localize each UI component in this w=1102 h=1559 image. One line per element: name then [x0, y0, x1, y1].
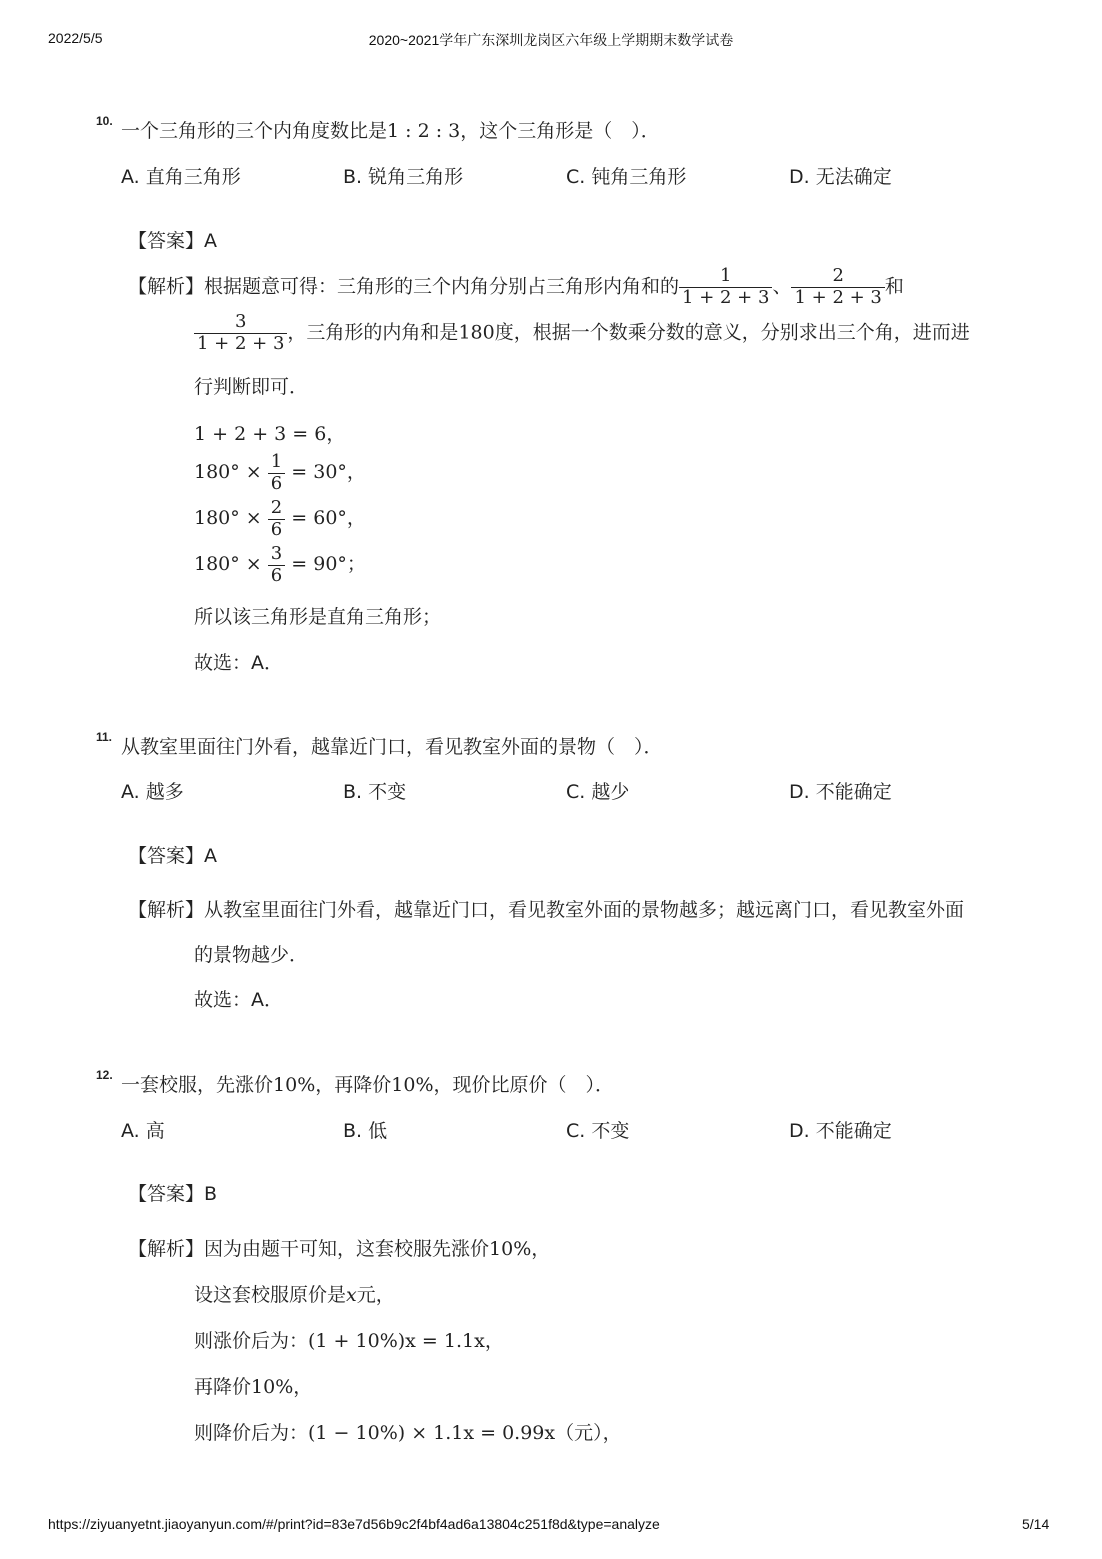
analysis-line-3: 则涨价后为：(1 + 10%)x = 1.1x， [194, 1330, 504, 1352]
analysis-line-5: 则降价后为：(1 − 10%) × 1.1x = 0.99x（元）， [194, 1422, 622, 1444]
analysis-line-1: 【解析】因为由题干可知，这套校服先涨价10%， [128, 1238, 551, 1260]
analysis-line-4: 再降价10%， [194, 1376, 313, 1398]
answer-value: A [204, 845, 218, 867]
document-title: 2020~2021学年广东深圳龙岗区六年级上学期期末数学试卷 [368, 32, 734, 48]
option-a: A. 直角三角形 [121, 166, 241, 188]
fraction-1: $\frac{1}{1 + 2 + 3}$ [679, 266, 772, 308]
option-c: C. 越少 [566, 781, 630, 803]
analysis-label: 【解析】 [128, 1238, 205, 1260]
ratio: 1 : 2 : 3 [387, 120, 461, 142]
answer-line [128, 841, 217, 868]
question-stem: 一套校服，先涨价10%，再降价10%，现价比原价（ ）． [121, 1074, 615, 1096]
answer-line [128, 226, 217, 253]
analysis-line-2: $\frac{3}{1 + 2 + 3}$ ，三角形的内角和是180度，根据一个数乘分数的意义，分别求出三个角，进而进 [194, 312, 970, 354]
final-choice: 故选：A． [194, 989, 283, 1011]
question-stem: 一个三角形的三个内角度数比是1 : 2 : 3，这个三角形是（ ）． [121, 120, 660, 142]
analysis-line-2: 的景物越少． [194, 944, 309, 966]
conclusion: 所以该三角形是直角三角形； [194, 606, 442, 628]
analysis-line-3: 行判断即可． [194, 376, 309, 398]
equation-sum: 1 + 2 + 3 = 6， [194, 423, 346, 445]
page-url[interactable]: https://ziyuanyetnt.jiaoyanyun.com/#/print?id=83e7d56b9c2f4bf4ad6a13804c251f8d&type=analyze [48, 1516, 660, 1532]
option-a: A. 高 [121, 1120, 165, 1142]
final-choice: 故选：A． [194, 652, 283, 674]
question-number: 12. [96, 1068, 113, 1082]
answer-label: 【答案】 [128, 845, 205, 867]
question-number: 11. [96, 730, 113, 744]
option-b: B. 低 [343, 1120, 388, 1142]
option-d: D. 不能确定 [789, 1120, 892, 1142]
analysis-label: 【解析】 [128, 899, 205, 921]
equation-angle-2: 180° × $\frac{2}{6}$ = 60°， [194, 497, 366, 540]
answer-value: A [204, 230, 218, 252]
option-d: D. 无法确定 [789, 166, 892, 188]
analysis-line-2: 设这套校服原价是x元， [194, 1284, 395, 1306]
equation-angle-1: 180° × $\frac{1}{6}$ = 30°， [194, 451, 366, 494]
answer-label: 【答案】 [128, 230, 205, 252]
analysis-line-1: 【解析】根据题意可得：三角形的三个内角分别占三角形内角和的 $\frac{1}{1 + 2 + 3}$ 、 $\frac{2}{1 + 2 + 3}$ 和 [128, 265, 904, 308]
print-date: 2022/5/5 [48, 30, 103, 46]
question-stem: 从教室里面往门外看，越靠近门口，看见教室外面的景物（ ）． [121, 736, 663, 758]
question-number: 10. [96, 114, 113, 128]
fraction-2: $\frac{2}{1 + 2 + 3}$ [791, 266, 884, 308]
option-d: D. 不能确定 [789, 781, 892, 803]
analysis-label: 【解析】 [128, 275, 205, 298]
fraction-3: $\frac{3}{1 + 2 + 3}$ [194, 312, 287, 354]
option-a: A. 越多 [121, 781, 184, 803]
option-b: B. 不变 [343, 781, 407, 803]
option-c: C. 不变 [566, 1120, 630, 1142]
answer-value: B [204, 1183, 218, 1205]
answer-line [128, 1179, 217, 1206]
page-number: 5/14 [1022, 1516, 1050, 1532]
option-c: C. 钝角三角形 [566, 166, 687, 188]
answer-label: 【答案】 [128, 1183, 205, 1205]
equation-angle-3: 180° × $\frac{3}{6}$ = 90°； [194, 543, 366, 586]
analysis-line-1: 【解析】从教室里面往门外看，越靠近门口，看见教室外面的景物越多；越远离门口，看见教室外面 [128, 899, 965, 921]
option-b: B. 锐角三角形 [343, 166, 464, 188]
